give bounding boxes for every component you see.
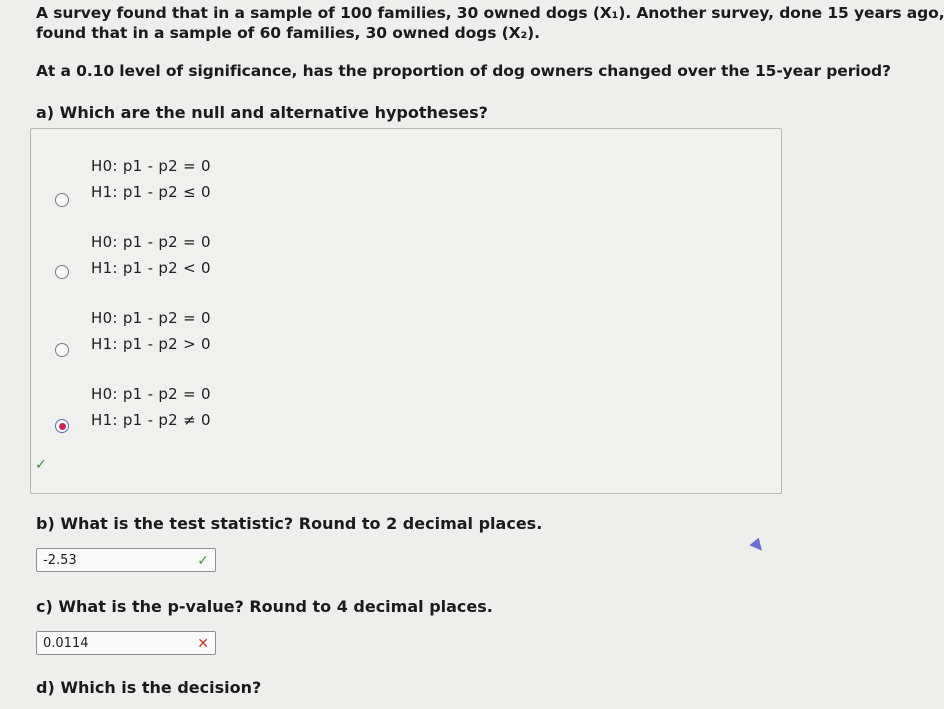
hypothesis-text [91,229,211,281]
test-statistic-value: -2.53 [43,553,77,568]
test-statistic-input[interactable] [36,548,216,572]
radio-option-2[interactable] [55,265,69,279]
hypothesis-text [91,305,211,357]
problem-text-line-1: A survey found that in a sample of 100 families, 30 owned dogs (X₁). Another survey, done 15 years ago, [36,4,944,22]
hypothesis-text [91,153,211,205]
h1-text: H1: p1 - p2 ≠ 0 [91,411,211,429]
question-a: a) Which are the null and alternative hypotheses? [36,103,488,122]
hypothesis-option-1[interactable] [31,143,781,213]
p-value-value: 0.0114 [43,636,89,651]
check-icon: ✓ [35,457,47,473]
check-icon: ✓ [197,553,209,569]
radio-option-3[interactable] [55,343,69,357]
h0-text: H0: p1 - p2 = 0 [91,385,211,403]
radio-option-4-selected[interactable] [55,419,69,433]
problem-text-line-3: At a 0.10 level of significance, has the proportion of dog owners changed over the 15-year period? [36,62,891,80]
question-b: b) What is the test statistic? Round to 2 decimal places. [36,514,543,533]
hypothesis-option-4[interactable] [31,371,781,441]
h0-text: H0: p1 - p2 = 0 [91,309,211,327]
hypothesis-option-2[interactable] [31,219,781,289]
h0-text: H0: p1 - p2 = 0 [91,233,211,251]
question-c: c) What is the p-value? Round to 4 decimal places. [36,597,493,616]
hypotheses-panel [30,128,782,494]
question-d: d) Which is the decision? [36,678,262,697]
h0-text: H0: p1 - p2 = 0 [91,157,211,175]
mouse-cursor-icon [750,538,767,555]
hypothesis-text [91,381,211,433]
h1-text: H1: p1 - p2 > 0 [91,335,211,353]
problem-text-line-2: found that in a sample of 60 families, 30 owned dogs (X₂). [36,24,540,42]
hypothesis-option-3[interactable] [31,295,781,365]
h1-text: H1: p1 - p2 ≤ 0 [91,183,211,201]
p-value-input[interactable] [36,631,216,655]
h1-text: H1: p1 - p2 < 0 [91,259,211,277]
radio-option-1[interactable] [55,193,69,207]
cross-icon: ✕ [197,636,209,652]
